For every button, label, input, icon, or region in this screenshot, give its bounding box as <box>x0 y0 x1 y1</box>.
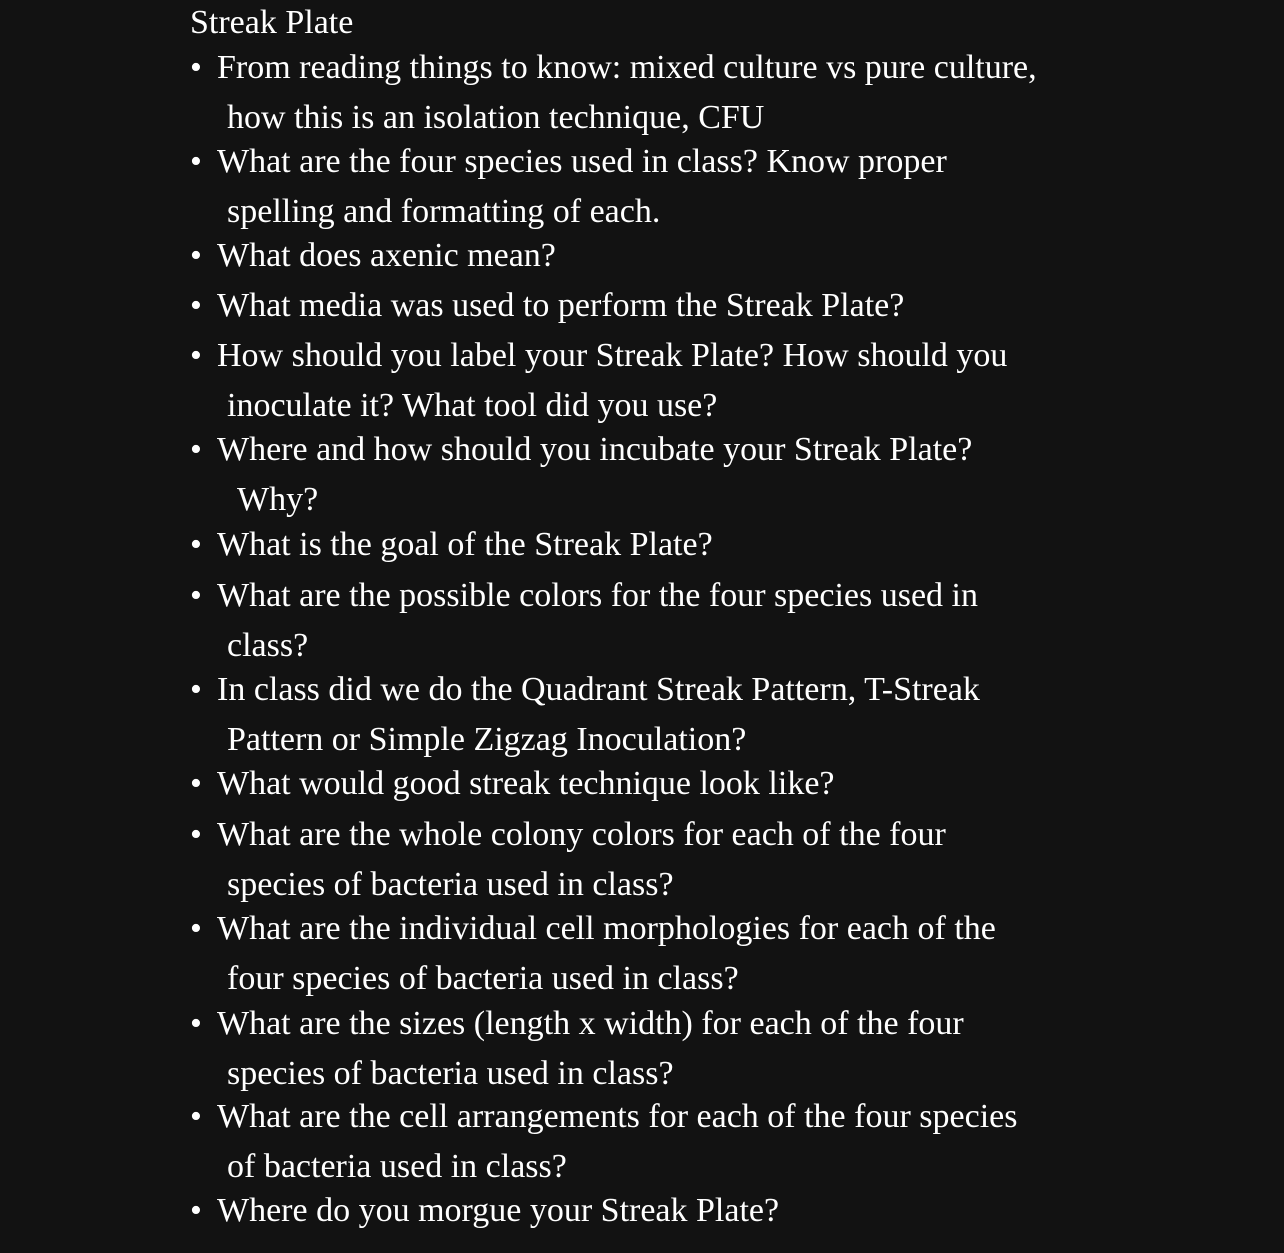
page-title: Streak Plate <box>190 4 354 41</box>
list-item: What are the sizes (length x width) for each of the four <box>217 1005 964 1042</box>
list-item: How should you label your Streak Plate? How should you <box>217 337 1008 374</box>
list-item-continuation: Pattern or Simple Zigzag Inoculation? <box>227 721 747 758</box>
list-item: What media was used to perform the Streak Plate? <box>217 287 905 324</box>
list-item: What are the cell arrangements for each of the four species <box>217 1098 1018 1135</box>
list-item: In class did we do the Quadrant Streak Pattern, T-Streak <box>217 671 980 708</box>
list-item-continuation: inoculate it? What tool did you use? <box>227 387 718 424</box>
list-item-continuation: species of bacteria used in class? <box>227 866 674 903</box>
bullet-icon: • <box>190 816 202 853</box>
list-item-continuation: Why? <box>237 481 319 518</box>
list-item-continuation: species of bacteria used in class? <box>227 1055 674 1092</box>
list-item: What does axenic mean? <box>217 237 556 274</box>
bullet-icon: • <box>190 1192 202 1229</box>
list-item-continuation: how this is an isolation technique, CFU <box>227 99 765 136</box>
list-item: Where do you morgue your Streak Plate? <box>217 1192 780 1229</box>
list-item: What are the possible colors for the four species used in <box>217 577 978 614</box>
bullet-icon: • <box>190 526 202 563</box>
bullet-icon: • <box>190 671 202 708</box>
list-item: Where and how should you incubate your Streak Plate? <box>217 431 973 468</box>
bullet-icon: • <box>190 49 202 86</box>
list-item: What are the individual cell morphologies for each of the <box>217 910 996 947</box>
list-item: From reading things to know: mixed culture vs pure culture, <box>217 49 1037 86</box>
bullet-icon: • <box>190 431 202 468</box>
list-item: What is the goal of the Streak Plate? <box>217 526 713 563</box>
list-item: What are the four species used in class? Know proper <box>217 143 947 180</box>
bullet-icon: • <box>190 287 202 324</box>
bullet-icon: • <box>190 1005 202 1042</box>
bullet-icon: • <box>190 237 202 274</box>
bullet-icon: • <box>190 765 202 802</box>
list-item-continuation: four species of bacteria used in class? <box>227 960 739 997</box>
list-item-continuation: of bacteria used in class? <box>227 1148 567 1185</box>
list-item-continuation: spelling and formatting of each. <box>227 193 661 230</box>
bullet-icon: • <box>190 1098 202 1135</box>
list-item-continuation: class? <box>227 627 309 664</box>
list-item: What would good streak technique look like? <box>217 765 835 802</box>
list-item: What are the whole colony colors for each of the four <box>217 816 946 853</box>
bullet-icon: • <box>190 337 202 374</box>
bullet-icon: • <box>190 143 202 180</box>
bullet-icon: • <box>190 910 202 947</box>
bullet-icon: • <box>190 577 202 614</box>
